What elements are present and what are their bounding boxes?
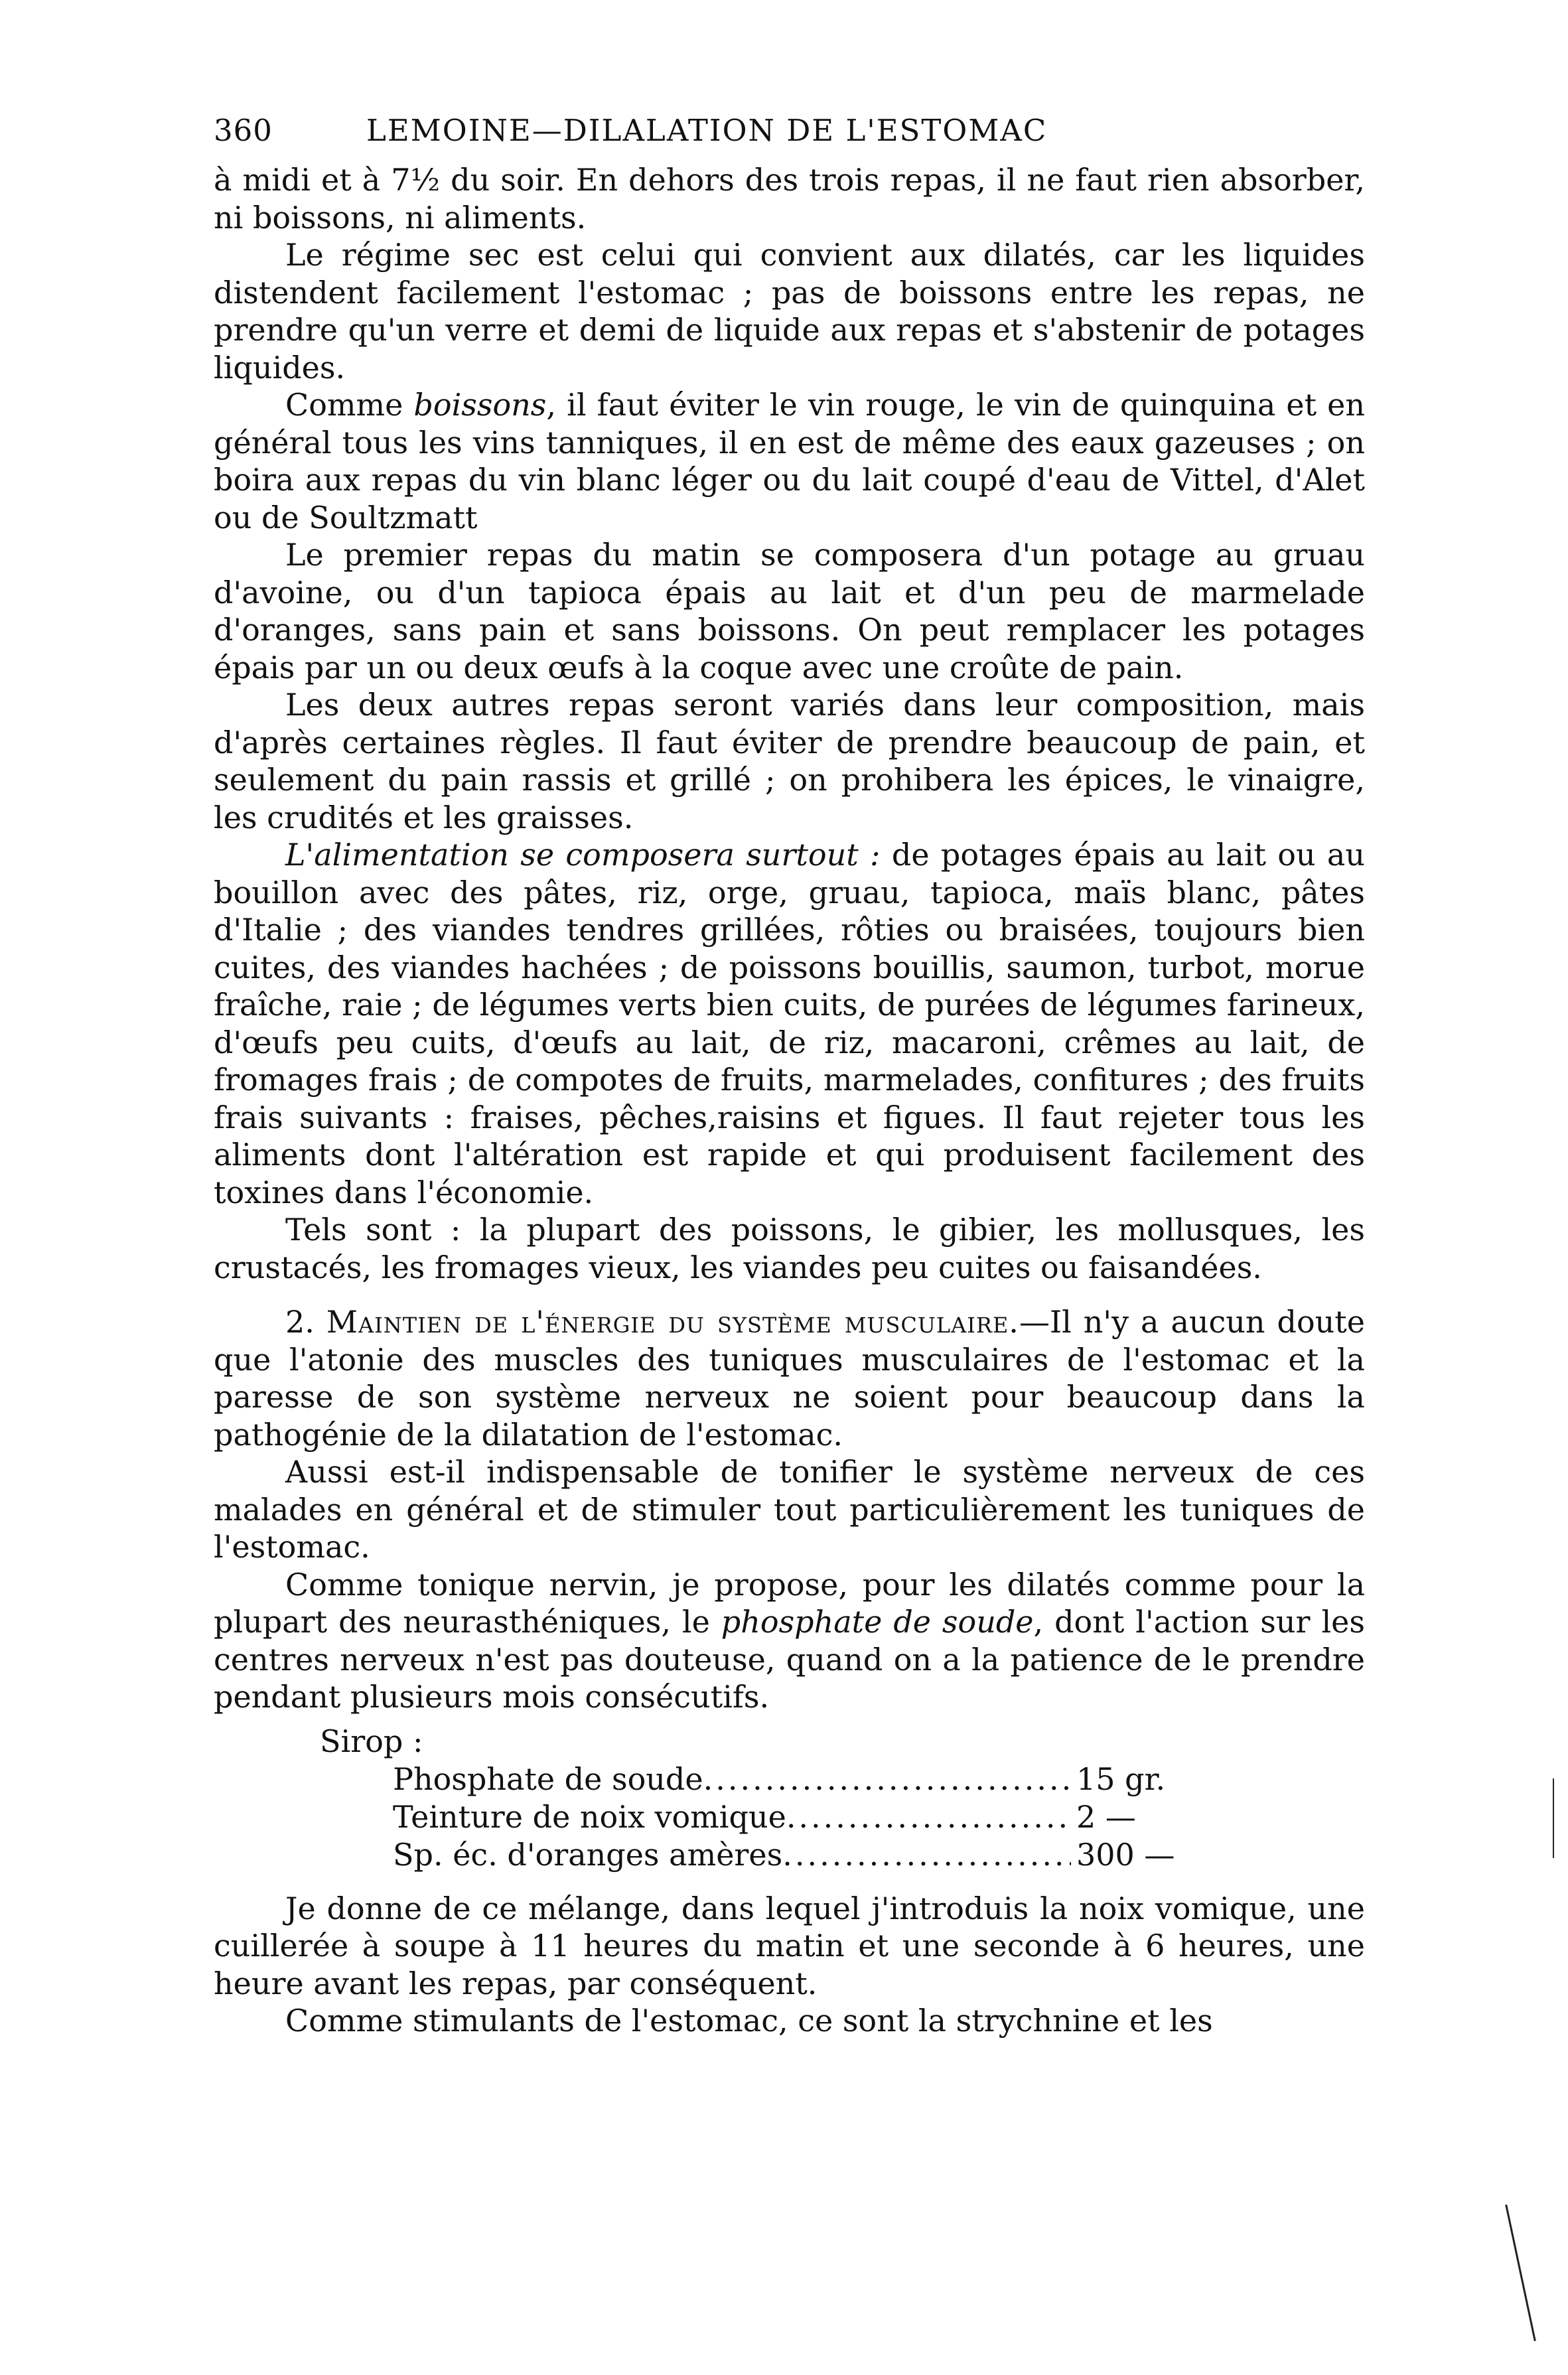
section-heading: Maintien de l'énergie du système musculaire.: [326, 1304, 1019, 1340]
dot-leader: [782, 1836, 1071, 1874]
page-number: 360: [214, 113, 273, 148]
recipe-item-quantity: 15 gr.: [1076, 1761, 1166, 1797]
recipe-label: Sirop :: [320, 1723, 423, 1759]
paragraph-p12: Comme stimulants de l'estomac, ce sont la strychnine et les: [285, 2003, 1213, 2039]
paragraph-p7: Tels sont : la plupart des poissons, le gibier, les mollusques, les crustacés, les fromages vieux, les viandes peu cuites ou faisandées.: [214, 1212, 1365, 1285]
paragraph-p6: L'alimentation se composera surtout : de potages épais au lait ou au bouillon avec des pâtes, riz, orge, gruau, tapioca, maïs blanc, pâtes d'Italie ; des viandes tendres grillées, rôties ou braisées, toujours bien cuites, des viandes hachées ; de poissons bouillis, saumon, turbot, morue fraîche, raie ; de légumes verts bien cuits, de purées de légumes farineux, d'œufs peu cuits, d'œufs au lait, de riz, macaroni, crêmes au lait, de fromages frais ; de compotes de fruits, marmelades, confitures ; des fruits frais suivants : fraises, pêches,raisins et figues. Il faut rejeter tous les aliments dont l'altération est rapide et qui produisent facilement des toxines dans l'économie.: [214, 837, 1365, 1210]
section-number: 2.: [285, 1304, 315, 1340]
recipe: [214, 1723, 1365, 1874]
scan-margin-mark: [1505, 2204, 1536, 2341]
paragraph-group-dosage: [214, 1890, 1365, 2040]
dot-leader: [786, 1798, 1071, 1836]
recipe-item: [393, 1836, 1176, 1874]
recipe-items: [214, 1761, 1365, 1874]
running-title: LEMOINE—DILALATION DE L'ESTOMAC: [366, 113, 1048, 148]
paragraph-p2: Le régime sec est celui qui convient aux dilatés, car les liquides distendent facilement l'estomac ; pas de boissons entre les repas, ne prendre qu'un verre et demi de liquide aux repas et s'abstenir de potages liquides.: [214, 237, 1365, 386]
paragraph-p3: Comme boissons, il faut éviter le vin rouge, le vin de quinquina et en général tous les vins tanniques, il en est de même des eaux gazeuses ; on boira aux repas du vin blanc léger ou du lait coupé d'eau de Vittel, d'Alet ou de Soultzmatt: [214, 387, 1365, 536]
paragraph-p10: Comme tonique nervin, je propose, pour les dilatés comme pour la plupart des neurasthéniques, le phosphate de soude, dont l'action sur les centres nerveux n'est pas douteuse, quand on a la patience de le prendre pendant plusieurs mois consécutifs.: [214, 1566, 1365, 1715]
recipe-item-name: Sp. éc. d'oranges amères: [393, 1836, 783, 1873]
section-paragraph: [214, 1303, 1365, 1453]
body-text: [214, 161, 1365, 2040]
section-lead: —Il n'y a aucun doute que l'atonie des muscles des tuniques musculaires de l'estomac et la paresse de son système nerveux ne soient pour beaucoup dans la pathogénie de la dilatation de l'estomac.: [214, 1304, 1366, 1453]
paragraph-p11: Je donne de ce mélange, dans lequel j'introduis la noix vomique, une cuillerée à soupe à 11 heures du matin et une seconde à 6 heures, une heure avant les repas, par conséquent.: [214, 1890, 1365, 2001]
paragraph-p9: Aussi est-il indispensable de tonifier le système nerveux de ces malades en général et de stimuler tout particulièrement les tuniques de l'estomac.: [214, 1454, 1365, 1565]
paragraph-p5: Les deux autres repas seront variés dans leur composition, mais d'après certaines règles. Il faut éviter de prendre beaucoup de pain, et seulement du pain rassis et grillé ; on prohibera les épices, le vinaigre, les crudités et les graisses.: [214, 687, 1365, 835]
dot-leader: [703, 1761, 1071, 1798]
recipe-item-name: Teinture de noix vomique: [393, 1798, 786, 1835]
paragraph-p1: à midi et à 7½ du soir. En dehors des trois repas, il ne faut rien absorber, ni boissons, ni aliments.: [214, 162, 1365, 236]
recipe-item: [393, 1761, 1176, 1798]
recipe-item-name: Phosphate de soude: [393, 1761, 703, 1797]
recipe-item-quantity: 2 —: [1076, 1798, 1136, 1835]
running-header: [214, 113, 1365, 148]
paragraph-group-diet: [214, 161, 1365, 1286]
book-page: [214, 113, 1365, 2040]
paragraph-p4: Le premier repas du matin se composera d'un potage au gruau d'avoine, ou d'un tapioca épais au lait et d'un peu de marmelade d'oranges, sans pain et sans boissons. On peut remplacer les potages épais par un ou deux œufs à la coque avec une croûte de pain.: [214, 537, 1365, 685]
paragraph-group-tonic: [214, 1453, 1365, 1716]
scan-margin-mark: [1553, 1778, 1554, 1858]
recipe-item: [393, 1798, 1176, 1836]
recipe-item-quantity: 300 —: [1076, 1836, 1175, 1873]
